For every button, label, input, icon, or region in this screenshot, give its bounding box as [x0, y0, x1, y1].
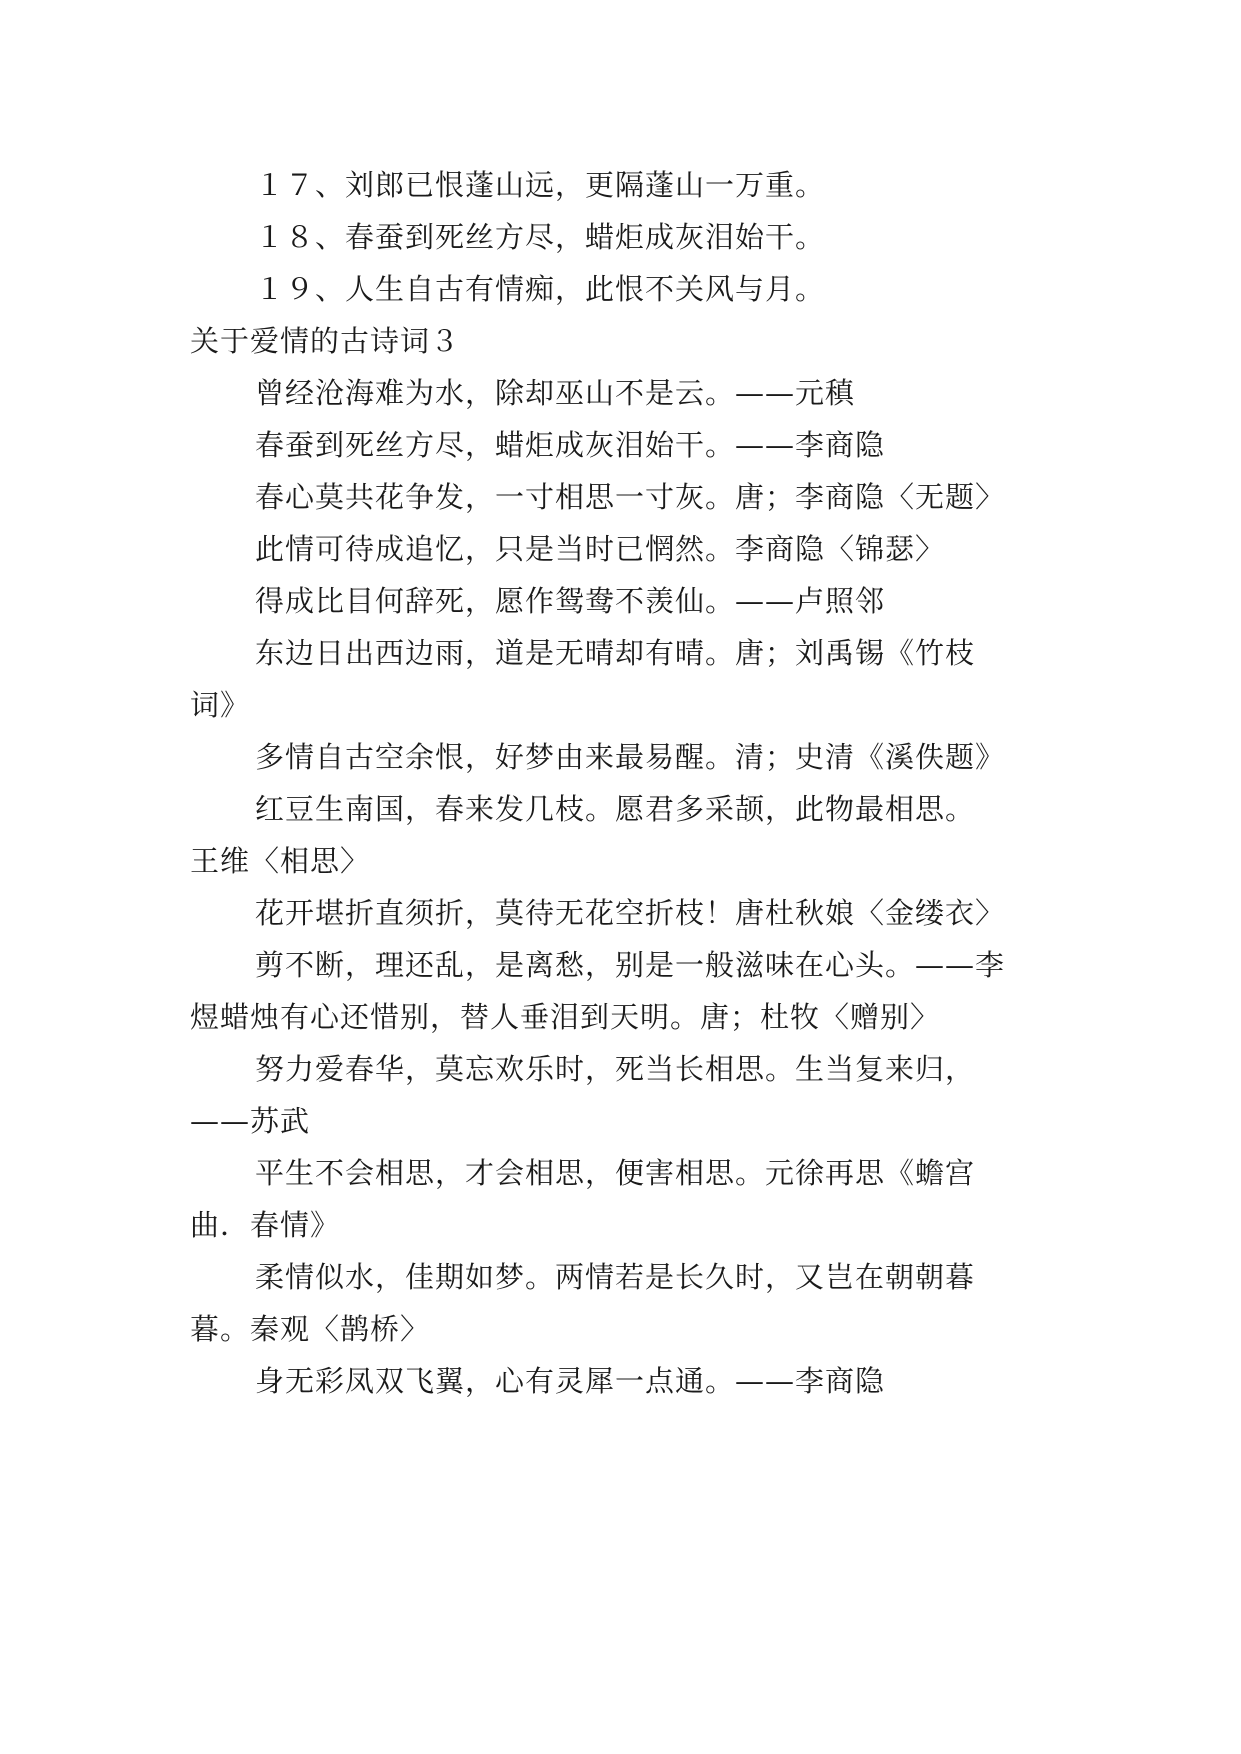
section-heading: 关于爱情的古诗词３	[190, 324, 461, 358]
poem-line: 曾经沧海难为水，除却巫山不是云。——元稹	[255, 376, 856, 410]
poem-line-continuation: 暮。秦观〈鹊桥〉	[190, 1312, 431, 1346]
poem-line: 柔情似水，佳期如梦。两情若是长久时，又岂在朝朝暮	[255, 1260, 976, 1294]
poem-line: １７、刘郎已恨蓬山远，更隔蓬山一万重。	[255, 168, 826, 202]
poem-line: 此情可待成追忆，只是当时已惘然。李商隐〈锦瑟〉	[255, 532, 946, 566]
poem-line: 平生不会相思，才会相思，便害相思。元徐再思《蟾宫	[255, 1156, 976, 1190]
poem-line: 春心莫共花争发，一寸相思一寸灰。唐；李商隐〈无题〉	[255, 480, 1006, 514]
poem-line: 剪不断，理还乱，是离愁，别是一般滋味在心头。——李	[255, 948, 1006, 982]
poem-line: 努力爱春华，莫忘欢乐时，死当长相思。生当复来归，	[255, 1052, 976, 1086]
poem-line: 红豆生南国，春来发几枝。愿君多采颉，此物最相思。	[255, 792, 976, 826]
poem-line-continuation: 词》	[190, 688, 251, 722]
poem-line: 多情自古空余恨，好梦由来最易醒。清；史清《溪佚题》	[255, 740, 1006, 774]
poem-line: 得成比目何辞死，愿作鸳鸯不羡仙。——卢照邻	[255, 584, 886, 618]
poem-line: 春蚕到死丝方尽，蜡炬成灰泪始干。——李商隐	[255, 428, 886, 462]
poem-line-continuation: ——苏武	[190, 1104, 311, 1138]
poem-line-continuation: 王维〈相思〉	[190, 844, 371, 878]
poem-line-continuation: 曲．春情》	[190, 1208, 341, 1242]
poem-line: 花开堪折直须折，莫待无花空折枝！唐杜秋娘〈金缕衣〉	[255, 896, 1006, 930]
poem-line: 身无彩凤双飞翼，心有灵犀一点通。——李商隐	[255, 1364, 886, 1398]
poem-line: 东边日出西边雨，道是无晴却有晴。唐；刘禹锡《竹枝	[255, 636, 976, 670]
poem-line-continuation: 煜蜡烛有心还惜别，替人垂泪到天明。唐；杜牧〈赠别〉	[190, 1000, 941, 1034]
poem-line: １８、春蚕到死丝方尽，蜡炬成灰泪始干。	[255, 220, 826, 254]
poem-line: １９、人生自古有情痴，此恨不关风与月。	[255, 272, 826, 306]
